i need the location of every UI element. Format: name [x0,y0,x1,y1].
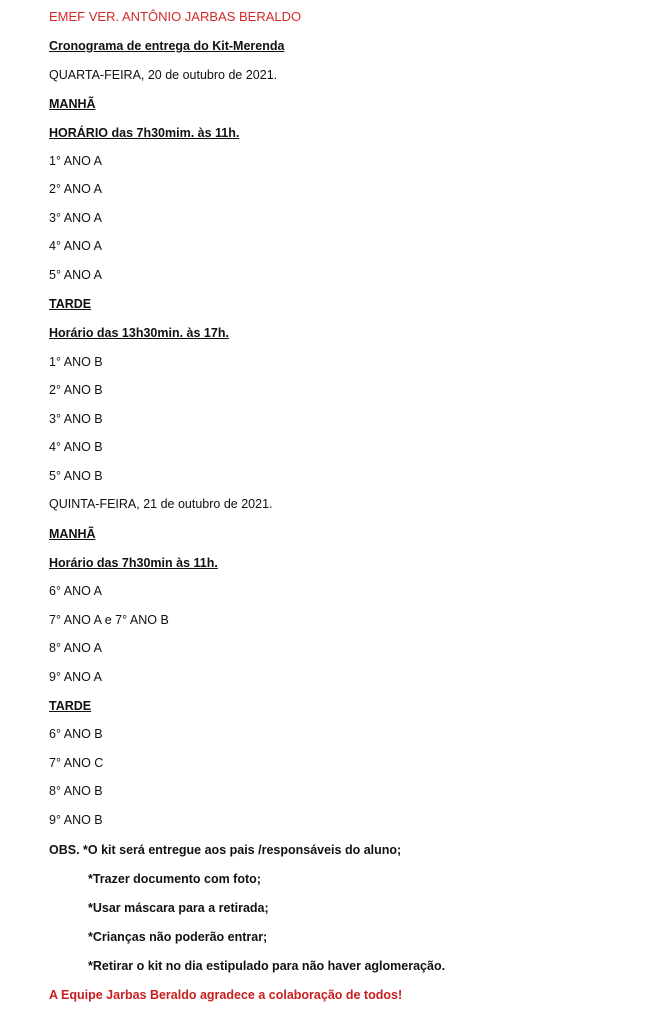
class-item: 7° ANO C [49,756,104,770]
day2-morning-label: MANHÃ [49,527,96,541]
class-item: 9° ANO A [49,670,102,684]
day1-afternoon-schedule: Horário das 13h30min. às 17h. [49,326,229,340]
class-item: 9° ANO B [49,813,103,827]
notes-first: OBS. *O kit será entregue aos pais /responsáveis do aluno; [49,843,402,857]
class-item: 2° ANO A [49,182,102,196]
class-item: 6° ANO B [49,727,103,741]
class-item: 8° ANO A [49,641,102,655]
note-item: *Trazer documento com foto; [88,872,261,886]
class-item: 7° ANO A e 7° ANO B [49,613,169,627]
class-item: 5° ANO B [49,469,103,483]
note-item: *Retirar o kit no dia estipulado para não haver aglomeração. [88,959,446,973]
class-item: 6° ANO A [49,584,102,598]
class-item: 1° ANO A [49,154,102,168]
class-item: 4° ANO A [49,239,102,253]
class-item: 3° ANO B [49,412,103,426]
closing-message: A Equipe Jarbas Beraldo agradece a colaboração de todos! [49,988,403,1002]
day1-morning-schedule: HORÁRIO das 7h30mim. às 11h. [49,126,240,140]
school-name: EMEF VER. ANTÔNIO JARBAS BERALDO [49,9,302,24]
day2-date: QUINTA-FEIRA, 21 de outubro de 2021. [49,497,273,511]
note-item: *Usar máscara para a retirada; [88,901,269,915]
class-item: 1° ANO B [49,355,103,369]
day1-date: QUARTA-FEIRA, 20 de outubro de 2021. [49,68,278,82]
day2-morning-schedule: Horário das 7h30min às 11h. [49,556,218,570]
class-item: 5° ANO A [49,268,102,282]
day1-morning-label: MANHÃ [49,97,96,111]
class-item: 4° ANO B [49,440,103,454]
class-item: 2° ANO B [49,383,103,397]
note-item: *Crianças não poderão entrar; [88,930,268,944]
class-item: 8° ANO B [49,784,103,798]
day1-afternoon-label: TARDE [49,297,92,311]
day2-afternoon-label: TARDE [49,699,92,713]
document-title: Cronograma de entrega do Kit-Merenda [49,39,285,53]
class-item: 3° ANO A [49,211,102,225]
